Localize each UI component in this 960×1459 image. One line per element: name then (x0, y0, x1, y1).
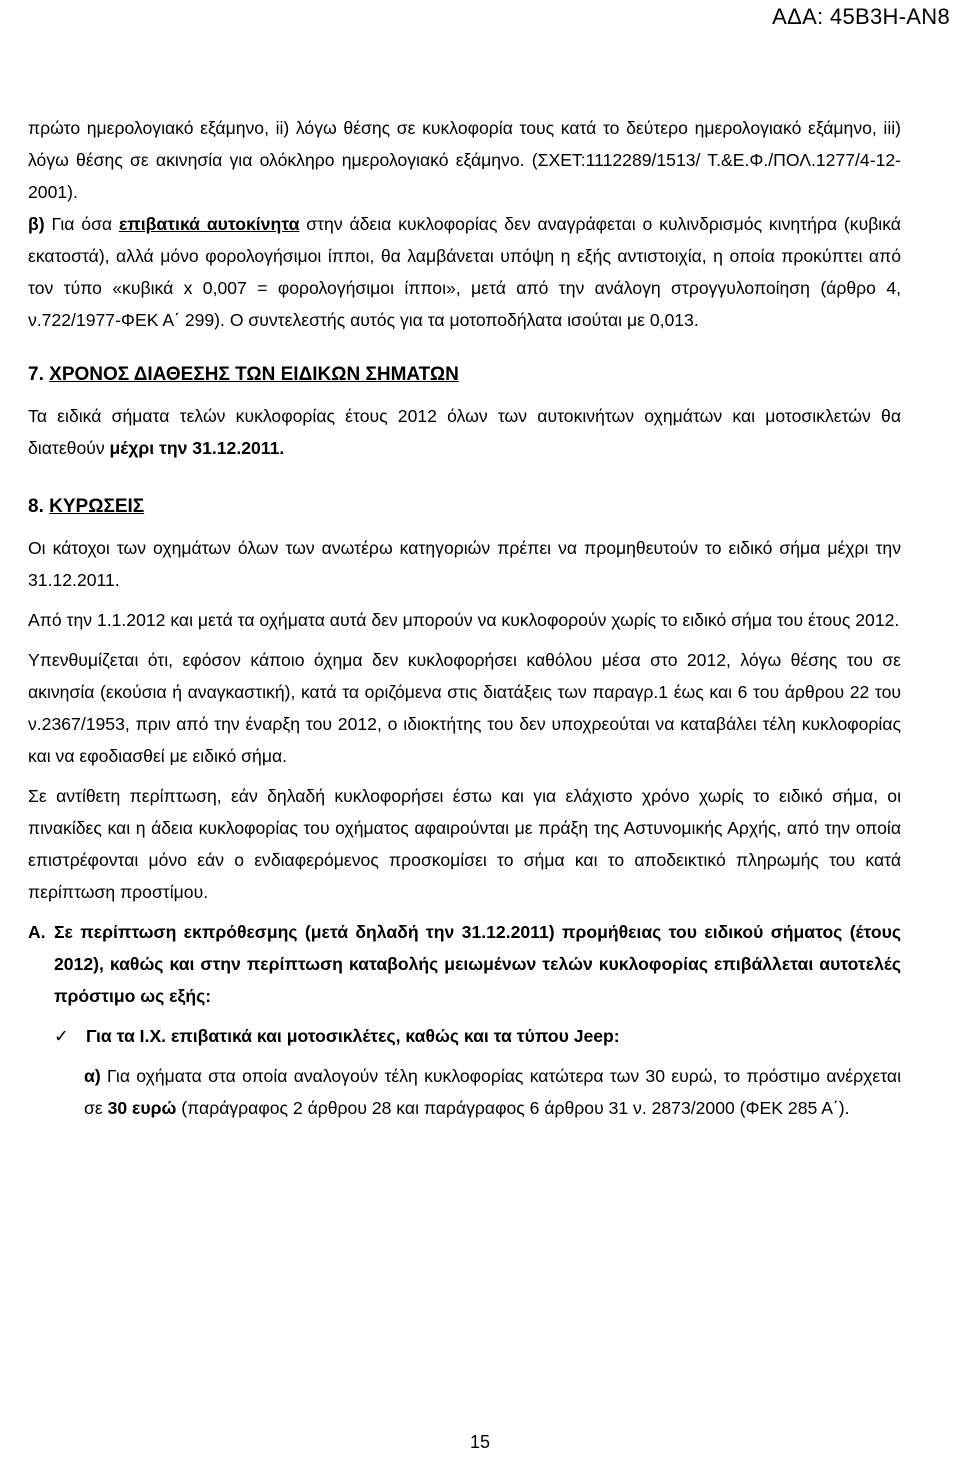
section-7-deadline: μέχρι την 31.12.2011. (109, 438, 285, 458)
section-7-title: ΧΡΟΝΟΣ ΔΙΑΘΕΣΗΣ ΤΩΝ ΕΙΔΙΚΩΝ ΣΗΜΑΤΩΝ (49, 364, 459, 385)
checklist-item-text: Για τα Ι.Χ. επιβατικά και μοτοσικλέτες, καθώς και τα τύπου Jeep: (86, 1026, 620, 1046)
checklist-item (28, 1020, 901, 1052)
paragraph-beta-post: στην άδεια κυκλοφορίας δεν αναγράφεται ο κυλινδρισμός κινητήρα (κυβικά εκατοστά), αλλά μόνο φορολογήσιμοι ίπποι, θα λαμβάνεται υπόψη η εξής αντιστοιχία, η οποία προκύπτει από τον τύπο «κυβικά x 0,007 = φορολογήσιμοι ίπποι», μετά από την ανάλογη στρογγυλοποίηση (άρθρο 4, ν.722/1977-ΦΕΚ Α΄ 299). Ο συντελεστής αυτός για τα μοτοποδήλατα ισούται με 0,013. (28, 214, 901, 330)
section-8-paragraph-4: Σε αντίθετη περίπτωση, εάν δηλαδή κυκλοφορήσει έστω και για ελάχιστο χρόνο χωρίς το ειδικό σήμα, οι πινακίδες και η άδεια κυκλοφορίας του οχήματος αφαιρούνται με πράξη της Αστυνομικής Αρχής, από την οποία επιστρέφονται μόνο εάν ο ενδιαφερόμενος προσκομίσει το σήμα και το αποδεικτικό πληρωμής του κατά περίπτωση προστίμου. (28, 786, 901, 902)
paragraph-beta (28, 208, 901, 336)
page-number: 15 (469, 1432, 491, 1452)
paragraph-beta-pre: Για όσα (44, 214, 119, 234)
fine-amount: 30 ευρώ (107, 1098, 177, 1118)
checkmark-icon: ✓ (54, 1026, 69, 1046)
case-a-paragraph (28, 916, 901, 1012)
sub-paragraph-a-label: α) (84, 1066, 101, 1086)
section-8-number: 8. (28, 496, 44, 517)
section-8-paragraph-1: Οι κάτοχοι των οχημάτων όλων των ανωτέρω κατηγοριών πρέπει να προμηθευτούν το ειδικό σήμα μέχρι την 31.12.2011. (28, 538, 901, 590)
sub-paragraph-a-post: (παράγραφος 2 άρθρου 28 και παράγραφος 6 άρθρου 31 ν. 2873/2000 (ΦΕΚ 285 Α΄). (176, 1098, 850, 1118)
section-7-text (28, 400, 901, 464)
paragraph-beta-emphasis: επιβατικά αυτοκίνητα (118, 214, 300, 234)
section-7-heading (28, 358, 901, 392)
document-body (28, 112, 901, 1124)
sub-paragraph-a-pre: Για οχήματα στα οποία αναλογούν τέλη κυκλοφορίας κατώτερα των 30 ευρώ, το πρόστιμο ανέρχεται σε (84, 1066, 901, 1118)
document-code: ΑΔΑ: 45Β3Η-ΑΝ8 (772, 4, 950, 29)
paragraph-beta-label: β) (28, 214, 45, 234)
intro-paragraph: πρώτο ημερολογιακό εξάμηνο, ii) λόγω θέσης σε κυκλοφορία τους κατά το δεύτερο ημερολογιακό εξάμηνο, iii) λόγω θέσης σε ακινησία για ολόκληρο ημερολογιακό εξάμηνο. (ΣΧΕΤ:1112289/1513/ Τ.&Ε.Φ./ΠΟΛ.1277/4-12-2001). (28, 118, 901, 202)
section-7-number: 7. (28, 364, 44, 385)
case-a-text: Σε περίπτωση εκπρόθεσμης (μετά δηλαδή την 31.12.2011) προμήθειας του ειδικού σήματος (έτους 2012), καθώς και στην περίπτωση καταβολής μειωμένων τελών κυκλοφορίας επιβάλλεται αυτοτελές πρόστιμο ως εξής: (54, 922, 901, 1006)
section-8-heading (28, 490, 901, 524)
section-8-title: ΚΥΡΩΣΕΙΣ (49, 496, 145, 517)
section-8-paragraph-3: Υπενθυμίζεται ότι, εφόσον κάποιο όχημα δεν κυκλοφορήσει καθόλου μέσα στο 2012, λόγω θέσης του σε ακινησία (εκούσια ή αναγκαστική), κατά τα οριζόμενα στις διατάξεις των παραγρ.1 έως και 6 του άρθρου 22 του ν.2367/1953, πριν από την έναρξη του 2012, ο ιδιοκτήτης του δεν υποχρεούται να καταβάλει τέλη κυκλοφορίας και να εφοδιασθεί με ειδικό σήμα. (28, 650, 901, 766)
case-a-label: Α. (28, 922, 46, 942)
section-8-paragraph-2: Από την 1.1.2012 και μετά τα οχήματα αυτά δεν μπορούν να κυκλοφορούν χωρίς το ειδικό σήμα του έτους 2012. (28, 610, 900, 630)
sub-paragraph-a (28, 1060, 901, 1124)
section-7-text-main: Τα ειδικά σήματα τελών κυκλοφορίας έτους 2012 όλων των αυτοκινήτων οχημάτων και μοτοσικλετών θα διατεθούν (28, 406, 901, 458)
